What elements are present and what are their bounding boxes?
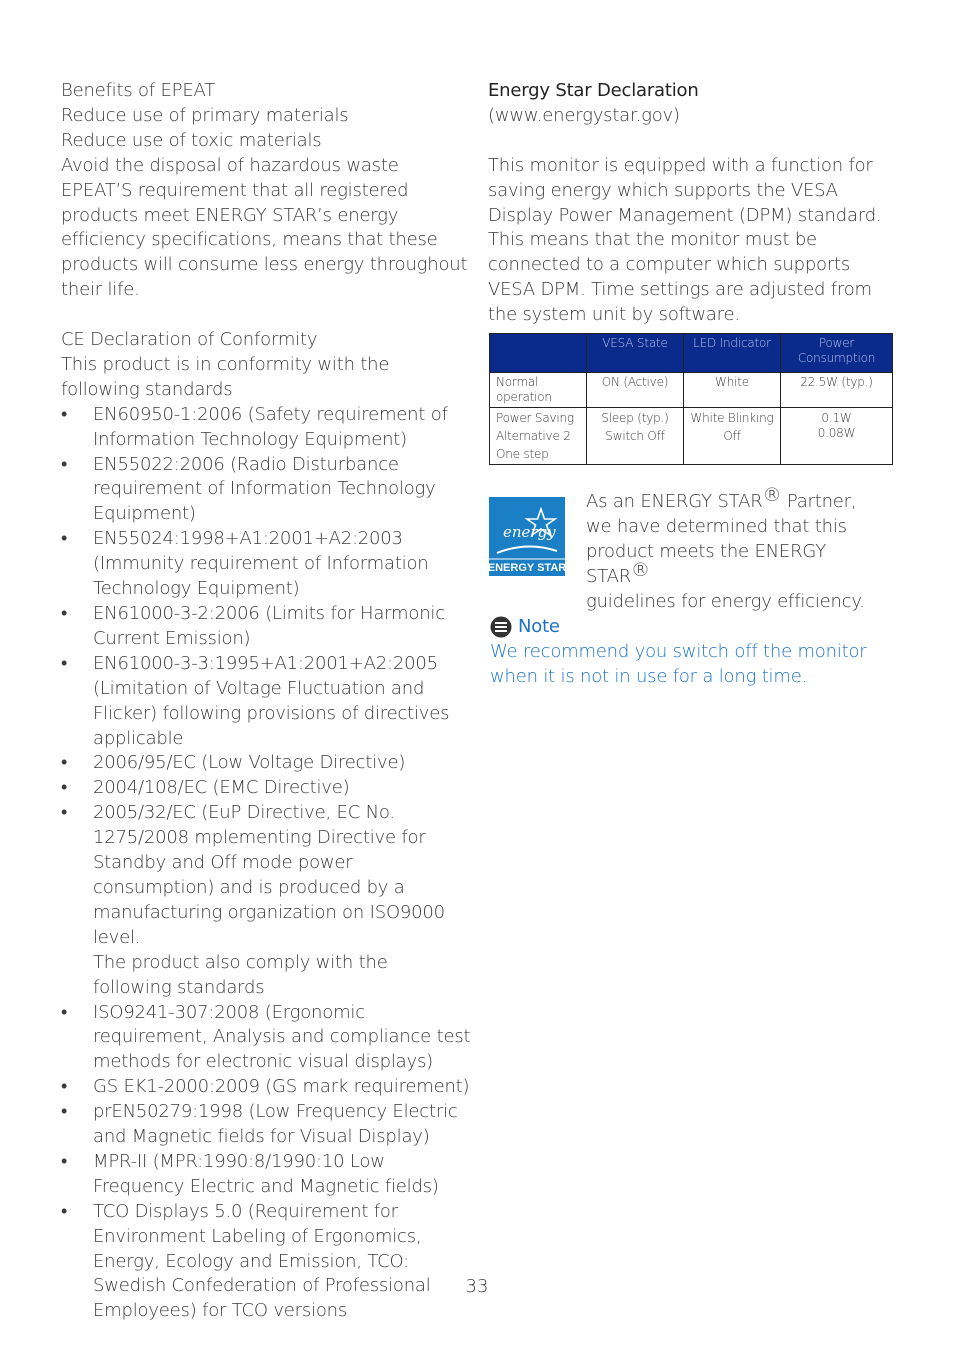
note-icon [490, 616, 512, 638]
note-text: We recommend you switch off the monitor when it is not in use for a long time. [490, 640, 867, 687]
table-cell [490, 408, 587, 465]
cell-line: 0.08W [817, 426, 856, 440]
list-item: • 2004/108/EC (EMC Directive) [61, 776, 471, 801]
logo-script-text: energy [503, 523, 556, 541]
table-cell: 22.5W (typ.) [781, 373, 893, 408]
logo-text: ENERGY STAR [489, 562, 565, 574]
partner-line: we have determined that this [586, 515, 847, 537]
list-item: • MPR-II (MPR:1990:8/1990:10 Low Frequency Electric and Magnetic fields) [61, 1150, 471, 1200]
table-cell [781, 408, 893, 465]
registered-mark: ® [762, 484, 782, 506]
table-header: Power Consumption [781, 334, 893, 373]
list-item: • prEN50279:1998 (Low Frequency Electric and Magnetic fields for Visual Display) [61, 1100, 471, 1150]
power-management-table [489, 333, 893, 465]
cell-line: White Blinking [690, 411, 774, 425]
partner-text: Partner, [781, 491, 857, 512]
ce-heading: CE Declaration of Conformity [61, 329, 318, 351]
energy-star-paragraph: This monitor is equipped with a function for saving energy which supports the VESA Display Power Management (DPM) standard. This means that the monitor must be connected to a computer which supports VESA DPM. Time settings are adjusted from the system unit by software. [488, 154, 882, 326]
list-item: • TCO Displays 5.0 (Requirement for Environment Labeling of Ergonomics, Energy, Ecology and Emission, TCO: Swedish Confederation of Professional Employees) for TCO versions [61, 1200, 471, 1325]
list-item: • EN55024:1998+A1:2001+A2:2003 (Immunity requirement of Information Technology Equipment) [61, 527, 471, 602]
table-header-row [490, 334, 893, 373]
partner-line: guidelines for energy efficiency. [586, 590, 865, 612]
partner-line [586, 540, 886, 590]
page-number: 33 [465, 1276, 489, 1297]
table-header: LED Indicator [684, 334, 781, 373]
ce-intro: This product is in conformity with the following standards [61, 353, 390, 400]
list-item: • EN60950-1:2006 (Safety requirement of Information Technology Equipment) [61, 403, 471, 453]
table-cell: ON (Active) [587, 373, 684, 408]
left-column [61, 79, 471, 1324]
right-column [488, 79, 900, 328]
cell-line: Switch Off [605, 429, 665, 443]
list-item: • ISO9241-307:2008 (Ergonomic requirement, Analysis and compliance test methods for electronic visual displays) [61, 1001, 471, 1076]
cell-line: Off [723, 429, 741, 443]
partner-line [586, 484, 886, 515]
table-cell [587, 408, 684, 465]
cell-line: 0.1W [821, 411, 852, 425]
registered-mark: ® [631, 558, 650, 581]
note-label: Note [518, 616, 560, 637]
epeat-paragraph: Avoid the disposal of hazardous waste EPEAT’S requirement that all registered products meet ENERGY STAR’s energy efficiency specifications, means that these products will consume less energy throughout their life. [61, 154, 468, 301]
energy-star-title: Energy Star Declaration [488, 80, 699, 101]
table-header: VESA State [587, 334, 684, 373]
energy-star-logo-icon [489, 497, 565, 576]
partner-statement [586, 484, 886, 615]
table-cell [684, 408, 781, 465]
also-comply-text: The product also comply with the following standards [93, 951, 388, 998]
list-item: • GS EK1-2000:2009 (GS mark requirement) [61, 1075, 471, 1100]
table-row [490, 408, 893, 465]
note-header [490, 615, 890, 640]
list-item: • EN61000-3-2:2006 (Limits for Harmonic Current Emission) [61, 602, 471, 652]
list-item: • 2005/32/EC (EuP Directive, EC No. 1275/2008 mplementing Directive for Standby and Off mode power consumption) and is produced by a manufacturing organization on ISO9000 level. [61, 801, 471, 950]
partner-text: As an ENERGY STAR [586, 491, 763, 512]
partner-text: product meets the ENERGY STAR [586, 540, 827, 587]
table-header [490, 334, 587, 373]
list-item: • 2006/95/EC (Low Voltage Directive) [61, 751, 471, 776]
table-row [490, 373, 893, 408]
list-item: • EN61000-3-3:1995+A1:2001+A2:2005 (Limitation of Voltage Fluctuation and Flicker) following provisions of directives applicable [61, 652, 471, 752]
cell-line: Sleep (typ.) [601, 411, 669, 425]
epeat-line: Reduce use of toxic materials [61, 129, 322, 151]
table-cell: White [684, 373, 781, 408]
cell-line: One step [496, 447, 549, 461]
cell-line: Alternative 2 [496, 429, 571, 443]
epeat-line: Reduce use of primary materials [61, 104, 349, 126]
table-cell: Normal operation [490, 373, 587, 408]
note-box [490, 615, 890, 690]
cell-line: Power Saving [496, 411, 574, 425]
list-item: • EN55022:2006 (Radio Disturbance requirement of Information Technology Equipment) [61, 453, 471, 528]
standards-list-1 [61, 403, 471, 951]
epeat-heading: Benefits of EPEAT [61, 80, 216, 101]
energy-star-url: (www.energystar.gov) [488, 104, 680, 126]
